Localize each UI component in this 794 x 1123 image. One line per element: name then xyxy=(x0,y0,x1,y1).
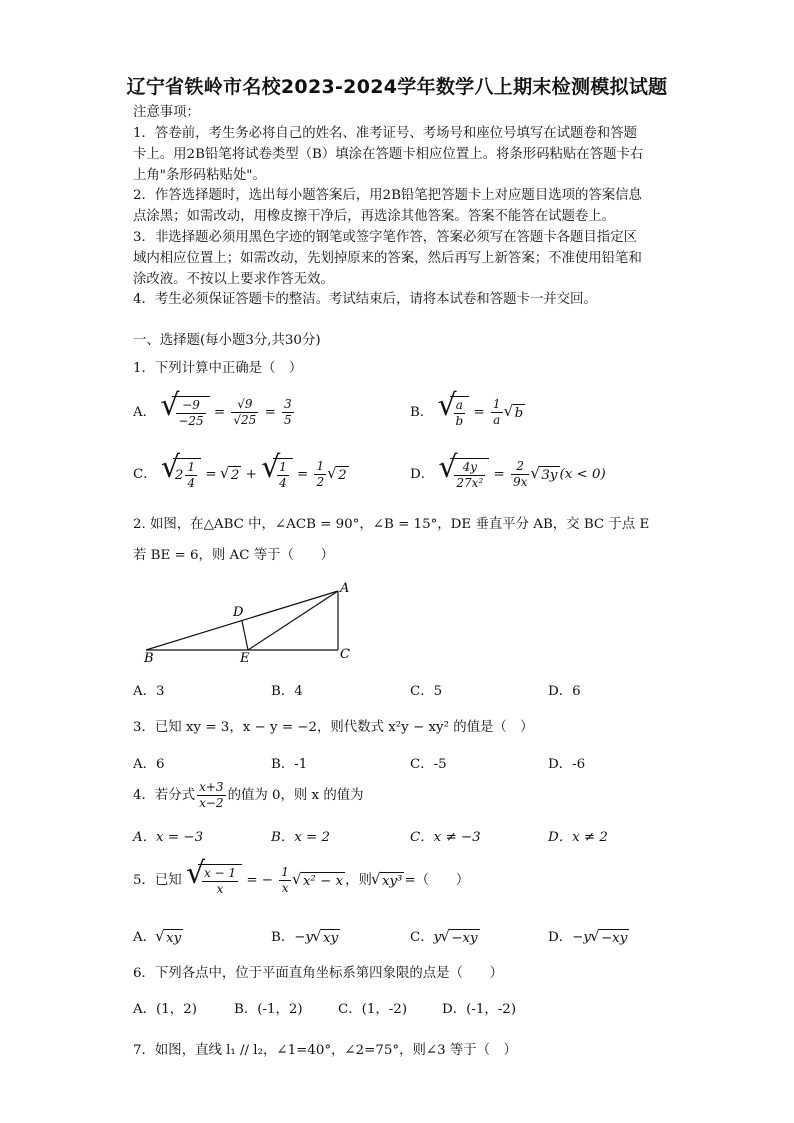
sqrt-expression: √ $\frac{4y}{\text{27x²}}$ xyxy=(450,458,489,491)
question-6-stem: 6．下列各点中，位于平面直角坐标系第四象限的点是（ ） xyxy=(133,966,504,981)
sqrt-expression: √ b xyxy=(513,404,526,421)
label-c: C xyxy=(340,647,350,662)
fraction: $\frac{1}{x}$ xyxy=(281,865,289,895)
q5-option-d[interactable]: D．−y√ −xy xyxy=(548,926,629,946)
option-label: C． xyxy=(133,467,157,482)
notice-heading: 注意事项： xyxy=(133,105,200,120)
q4-option-c[interactable]: C．x ≠ −3 xyxy=(410,830,481,845)
q3-option-c[interactable]: C．-5 xyxy=(410,757,447,772)
notice-line: 2．作答选择题时，选出每小题答案后，用2B铅笔把答题卡上对应题目选项的答案信息 xyxy=(133,188,642,203)
sqrt-expression: √ 2 $\frac{1}{4}$ xyxy=(173,458,201,491)
question-4-stem: 4．若分式 $\frac{x+3}{x-2}$ 的值为 0，则 x 的值为 xyxy=(133,780,364,810)
q6-option-c[interactable]: C．(1，-2) xyxy=(338,1002,408,1017)
notice-line: 卡上。用2B铅笔将试卷类型（B）填涂在答题卡相应位置上。将条形码粘贴在答题卡右 xyxy=(133,147,644,162)
q2-option-c[interactable]: C．5 xyxy=(410,684,443,699)
question-3-stem: 3．已知 xy = 3，x − y = −2，则代数式 x²y − xy² 的值是（ ） xyxy=(133,720,534,735)
q1-option-a[interactable]: A． √ $\frac{-9}{-25}$ = $\frac{√9}{√25}$ = $\frac{3}{5}$ xyxy=(133,396,296,429)
question-7-stem: 7．如图，直线 l₁ // l₂，∠1=40°，∠2=75°，则∠3 等于（ ） xyxy=(133,1043,517,1058)
label-a: A xyxy=(340,581,350,596)
q2-option-a[interactable]: A．3 xyxy=(133,684,165,699)
section-heading: 一、选择题(每小题3分,共30分) xyxy=(133,333,321,348)
segment-ea xyxy=(248,591,338,650)
fraction: $\frac{2}{9x}$ xyxy=(513,459,528,489)
fraction: $\frac{3}{5}$ xyxy=(284,397,292,427)
q6-option-b[interactable]: B．(-1，2) xyxy=(234,1002,303,1017)
fraction: $\frac{1}{a}$ xyxy=(492,397,501,427)
option-label: A． xyxy=(133,405,157,420)
q1-option-b[interactable]: B． √ $\frac{a}{b}$ = $\frac{1}{a}$ √ b xyxy=(410,396,525,429)
option-label: B． xyxy=(410,405,434,420)
q6-option-d[interactable]: D．(-1，-2) xyxy=(442,1002,517,1017)
option-label: D． xyxy=(410,467,435,482)
q2-option-d[interactable]: D．6 xyxy=(548,684,581,699)
fraction: $\frac{1}{2}$ xyxy=(316,459,325,489)
segment-ba xyxy=(146,591,338,650)
notice-line: 上角"条形码粘贴处"。 xyxy=(133,168,266,183)
sqrt-expression: √ $\frac{a}{b}$ xyxy=(450,396,470,429)
question-1-stem: 1．下列计算中正确是（ ） xyxy=(133,361,303,376)
question-2-stem-cont: 若 BE = 6，则 AC 等于（ ） xyxy=(133,548,335,563)
question-5-stem: 5．已知 √ $\frac{x - 1}{x}$ = − $\frac{1}{x}$ √ x² − x ，则√ xy³ =（ ） xyxy=(133,864,469,897)
notice-line: 域内相应位置上；如需改动，先划掉原来的答案，然后再写上新答案；不准使用铅笔和 xyxy=(133,251,642,266)
page-title: 辽宁省铁岭市名校2023-2024学年数学八上期末检测模拟试题 xyxy=(126,76,668,98)
notice-line: 4．考生必须保证答题卡的整洁。考试结束后，请将本试卷和答题卡一并交回。 xyxy=(133,292,597,307)
q3-option-b[interactable]: B．-1 xyxy=(271,757,308,772)
fraction: $\frac{√9}{√25}$ xyxy=(233,397,257,427)
fraction: $\frac{x+3}{x-2}$ xyxy=(199,780,224,810)
segment-de xyxy=(242,621,248,650)
q6-option-a[interactable]: A．(1，2) xyxy=(133,1002,197,1017)
q2-option-b[interactable]: B．4 xyxy=(271,684,303,699)
q3-option-a[interactable]: A．6 xyxy=(133,757,165,772)
notice-line: 1．答卷前，考生务必将自己的姓名、准考证号、考场号和座位号填写在试题卷和答题 xyxy=(133,126,637,141)
question-2-stem: 2. 如图，在△ABC 中，∠ACB = 90°，∠B = 15°，DE 垂直平分 AB，交 BC 于点 E xyxy=(133,517,650,532)
label-e: E xyxy=(240,651,250,666)
sqrt-expression: √ $\frac{1}{4}$ xyxy=(273,458,293,491)
triangle-figure xyxy=(140,580,360,670)
q5-option-c[interactable]: C．y√ −xy xyxy=(410,926,480,946)
sqrt-expression: √ $\frac{x - 1}{x}$ xyxy=(198,864,242,897)
label-d: D xyxy=(233,605,244,620)
sqrt-expression: √ $\frac{-9}{-25}$ xyxy=(172,396,209,429)
notice-line: 涂改液。不按以上要求作答无效。 xyxy=(133,272,334,287)
q5-option-a[interactable]: A．√ xy xyxy=(133,926,183,946)
q4-option-d[interactable]: D．x ≠ 2 xyxy=(548,830,608,845)
label-b: B xyxy=(144,651,154,666)
q4-option-a[interactable]: A．x = −3 xyxy=(133,830,204,845)
notice-line: 点涂黑；如需改动，用橡皮擦干净后，再选涂其他答案。答案不能答在试题卷上。 xyxy=(133,209,616,224)
q5-option-b[interactable]: B．−y√ xy xyxy=(271,926,340,946)
q4-option-b[interactable]: B．x = 2 xyxy=(271,830,331,845)
q1-option-d[interactable]: D． √ $\frac{4y}{\text{27x²}}$ = $\frac{2}{9x}$ √ 3y (x < 0) xyxy=(410,458,606,491)
notice-line: 3．非选择题必须用黑色字迹的钢笔或签字笔作答，答案必须写在答题卡各题目指定区 xyxy=(133,230,637,245)
q3-option-d[interactable]: D．-6 xyxy=(548,757,586,772)
q1-option-c[interactable]: C． √ 2 $\frac{1}{4}$ = √ 2 + √ $\frac{1}{4}$ = $\frac{1}{2}$ √ 2 xyxy=(133,458,349,491)
